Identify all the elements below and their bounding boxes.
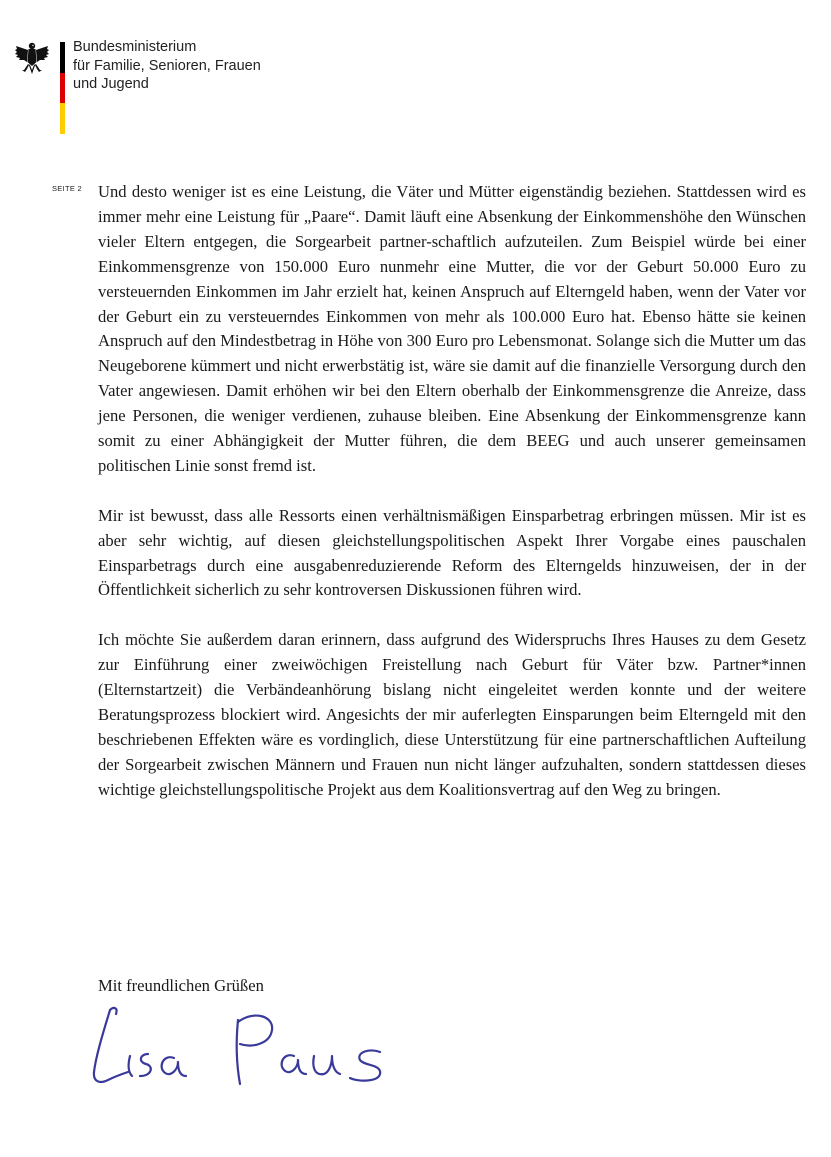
closing-salutation: Mit freundlichen Grüßen xyxy=(98,976,264,995)
ministry-line-1: Bundesministerium xyxy=(73,39,197,55)
flag-stripe-gold xyxy=(60,103,65,134)
flag-stripe-red xyxy=(60,73,65,104)
flag-bar xyxy=(60,42,65,134)
page-number-label: SEITE 2 xyxy=(52,184,83,193)
ministry-line-2: für Familie, Senioren, Frauen xyxy=(73,57,261,74)
letter-body xyxy=(98,180,806,803)
ministry-name xyxy=(73,38,261,94)
ministry-line-3: und Jugend xyxy=(73,76,149,92)
flag-stripe-black xyxy=(60,42,65,73)
body-paragraph-1: Und desto weniger ist es eine Leistung, die Väter und Mütter eigenständig beziehen. Stattdessen wird es immer mehr eine Leistung für „Paare“. Damit läuft eine Absenkung der Einkommenshöhe den Wünschen vieler Eltern entgegen, die Sorgearbeit partner-schaftlich aufzuteilen. Zum Beispiel würde bei einer Einkommensgrenze von 150.000 Euro nunmehr eine Mutter, die vor der Geburt 50.000 Euro zu versteuernden Einkommen im Jahr erzielt hat, keinen Anspruch auf Elterngeld haben, wenn der Vater vor der Geburt ein zu versteuerndes Einkommen von mehr als 100.000 Euro hat. Ebenso hätte sie keinen Anspruch auf den Mindestbetrag in Höhe von 300 Euro pro Lebensmonat. Solange sich die Mutter um das Neugeborene kümmert und nicht erwerbstätig ist, wäre sie damit auf die finanzielle Versorgung durch den Vater angewiesen. Damit erhöhen wir bei den Eltern oberhalb der Einkommensgrenze die Anreize, dass jene Personen, die weniger verdienen, zuhause bleiben. Eine Absenkung der Einkommensgrenze kann somit zu einer Abhängigkeit der Mutter führen, die dem BEEG und auch unserer gemeinsamen politischen Linie sonst fremd ist. xyxy=(98,182,806,475)
handwritten-signature xyxy=(88,1000,398,1100)
federal-eagle-icon xyxy=(14,40,50,78)
body-paragraph-3: Ich möchte Sie außerdem daran erinnern, dass aufgrund des Widerspruchs Ihres Hauses zu dem Gesetz zur Einführung einer zweiwöchigen Freistellung nach Geburt für Väter bzw. Partner*innen (Elternstartzeit) die Verbändeanhörung bislang nicht eingeleitet werden konnte und der weitere Beratungsprozess blockiert wird. Angesichts der mir auferlegten Einsparungen beim Elterngeld mit den beschriebenen Effekten wäre es vordinglich, diese Unterstützung für eine partnerschaftlichen Aufteilung der Sorgearbeit zwischen Männern und Frauen nun nicht länger aufzuhalten, sondern stattdessen dieses wichtige gleichstellungspolitische Projekt aus dem Koalitionsvertrag auf den Weg zu bringen. xyxy=(98,630,806,799)
body-paragraph-2: Mir ist bewusst, dass alle Ressorts einen verhältnismäßigen Einsparbetrag erbringen müssen. Mir ist es aber sehr wichtig, auf diesen gleichstellungspolitischen Aspekt Ihrer Vorgabe eines pauschalen Einsparbetrags durch eine ausgabenreduzierende Reform des Elterngelds hinzuweisen, der in der Öffentlichkeit sicherlich zu sehr kontroversen Diskussionen führen wird. xyxy=(98,505,806,600)
